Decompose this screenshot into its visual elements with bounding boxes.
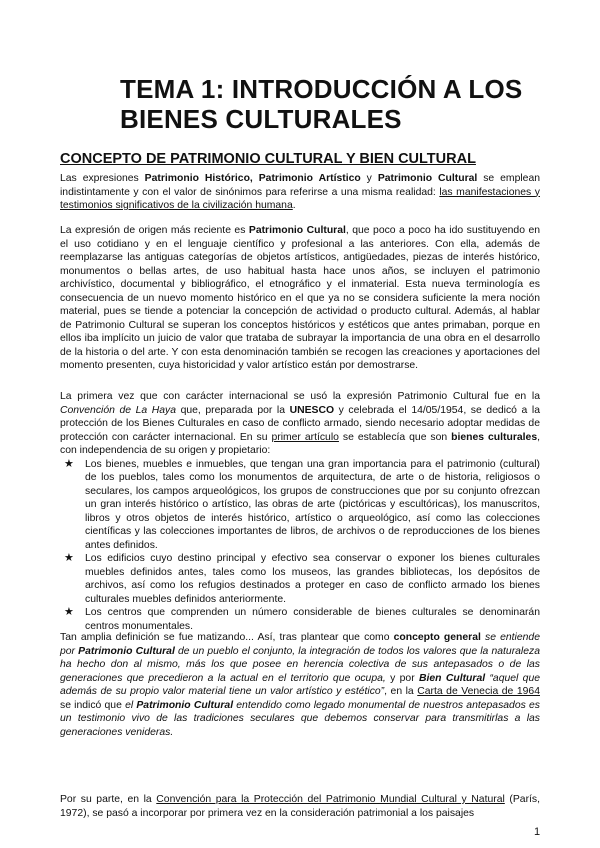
underlined-phrase: primer artículo [271, 431, 339, 443]
text: se indicó que [60, 699, 126, 711]
italic-text: de un pueblo el conjunto, la integración de todos los valores que la naturaleza ha hecho don al mismo, más los que posee en herencia colectiva de sus antepasados o de las generaciones que precedieron a la actual en el territorio que ocupa, [60, 645, 540, 684]
paragraph-origin [60, 224, 540, 373]
list-item-text: Los bienes, muebles e inmuebles, que tengan una gran importancia para el patrimonio (cultural) de los pueblos, tales como los monumentos de arquitectura, de arte o de historia, religiosos o seculares, los campos arqueológicos, los grupos de construcciones que por su conjunto ofrezcan un gran interés histórico o artístico, las obras de arte (pictóricas y escultóricas), los manuscritos, libros y otros objetos de interés histórico, artístico o arqueológico, así como las colecciones científicas y las colecciones importantes de libros, de archivos o de reproducciones de los bienes antes definidos. [85, 458, 540, 551]
text: y [360, 173, 378, 184]
italic-text: se entiende por [60, 632, 540, 657]
bold-italic-term: Patrimonio Cultural [78, 645, 175, 657]
bold-term: Patrimonio Histórico, Patrimonio Artístico [144, 173, 361, 184]
list-item [60, 552, 540, 606]
section-heading: CONCEPTO DE PATRIMONIO CULTURAL Y BIEN CULTURAL [60, 151, 476, 167]
italic-term: Convención de La Haya [60, 404, 176, 416]
text: (París, 1972), se pasó a incorporar por primera vez en la consideración patrimonial a los paisajes [60, 794, 540, 819]
bold-term: concepto general [393, 632, 481, 643]
underlined-phrase: las manifestaciones y testimonios significativos de la civilización humana [60, 186, 540, 211]
list-item [60, 606, 540, 633]
bullet-list [60, 458, 540, 634]
text: y por [385, 672, 420, 684]
list-item [60, 458, 540, 553]
list-item-text: Los centros que comprenden un número considerable de bienes culturales se denominarán centros monumentales. [85, 607, 540, 632]
paragraph-definitions [60, 631, 540, 739]
bold-term: bienes culturales [451, 431, 538, 443]
bold-term: Patrimonio Cultural [377, 173, 478, 184]
text: La expresión de origen más reciente es [60, 225, 249, 236]
paragraph-expressions [60, 172, 540, 213]
italic-text: el [125, 699, 137, 711]
page-number: 1 [534, 826, 541, 838]
paragraph-intro [60, 390, 540, 458]
underlined-phrase: Carta de Venecia de 1964 [417, 686, 540, 697]
text: . [292, 200, 296, 211]
text: se establecía que son [338, 431, 452, 443]
bold-italic-term: Patrimonio Cultural [136, 699, 234, 711]
paragraph-hague-convention [60, 390, 540, 633]
page-title: TEMA 1: INTRODUCCIÓN A LOS BIENES CULTURALES [120, 74, 523, 134]
text: y celebrada el 14/05/1954, se dedicó a la protección de los Bienes Culturales en caso de conflicto armado, siendo necesario adoptar medidas de protección con carácter internacional. En su [60, 404, 540, 443]
text: , en la [384, 686, 418, 697]
text: Las expresiones [60, 173, 145, 184]
bold-italic-term: Bien Cultural [419, 672, 486, 684]
list-item-text: Los edificios cuyo destino principal y efectivo sea conservar o exponer los bienes culturales muebles definidos antes, tales como los museos, las grandes bibliotecas, los depósitos de archivos, así como los refugios destinados a proteger en caso de conflicto armado los bienes culturales muebles definidos anteriormente. [85, 553, 540, 605]
text: , con independencia de su origen y propietario: [60, 431, 540, 456]
text: se emplean indistintamente y con el valor de sinónimos para referirse a una misma realidad: [60, 173, 540, 198]
star-icon: ★ [64, 457, 74, 470]
text: , que poco a poco ha ido sustituyendo en el uso cotidiano y en el lenguaje científico y profesional a las anteriores. Con ella, además de reemplazarse las antiguas categorías de objetos artísticos, antigüedades, piezas de interés histórico, monumentos o bellas artes, de uso habitual hasta hace unos años, se incluyen el patrimonio archivístico, documental y bibliográfico, el etnográfico y el inmaterial. Esta nueva terminología es consecuencia de un nuevo momento histórico en el que ya no se considera suficiente la mera noción material, pues se tiende a potenciar la concepción de actividad o producto cultural. Además, al hablar de Patrimonio Cultural se superan los conceptos históricos y estéticos que antes primaban, porque en ellos iba implícito un juicio de valor que trataba de subrayar la importancia de una obra en el desarrollo de la historia o del arte. Y con esta denominación también se recogen las creaciones y aportaciones del momento presenten, cuya historicidad y valor artístico están por demostrarse. [60, 225, 540, 371]
italic-quote: “aquel que además de su propio valor material tiene un valor artístico y estético” [60, 672, 541, 697]
bold-term: UNESCO [289, 404, 335, 416]
paragraph-paris-convention [60, 793, 540, 820]
star-icon: ★ [64, 552, 74, 564]
text: La primera vez que con carácter internacional se usó la expresión Patrimonio Cultural fue en la [60, 391, 540, 402]
bold-term: Patrimonio Cultural [248, 225, 346, 236]
text: Por su parte, en la [60, 794, 157, 805]
italic-text: entendido como legado monumental de nuestros antepasados es un testimonio vivo de las tradiciones seculares que debemos conservar para transmitirlas a las generaciones venideras. [60, 699, 540, 738]
underlined-phrase: Convención para la Protección del Patrimonio Mundial Cultural y Natural [156, 794, 505, 805]
text: que, preparada por la [176, 404, 290, 416]
text: Tan amplia definición se fue matizando... Así, tras plantear que como [60, 632, 394, 643]
star-icon: ★ [64, 606, 74, 618]
